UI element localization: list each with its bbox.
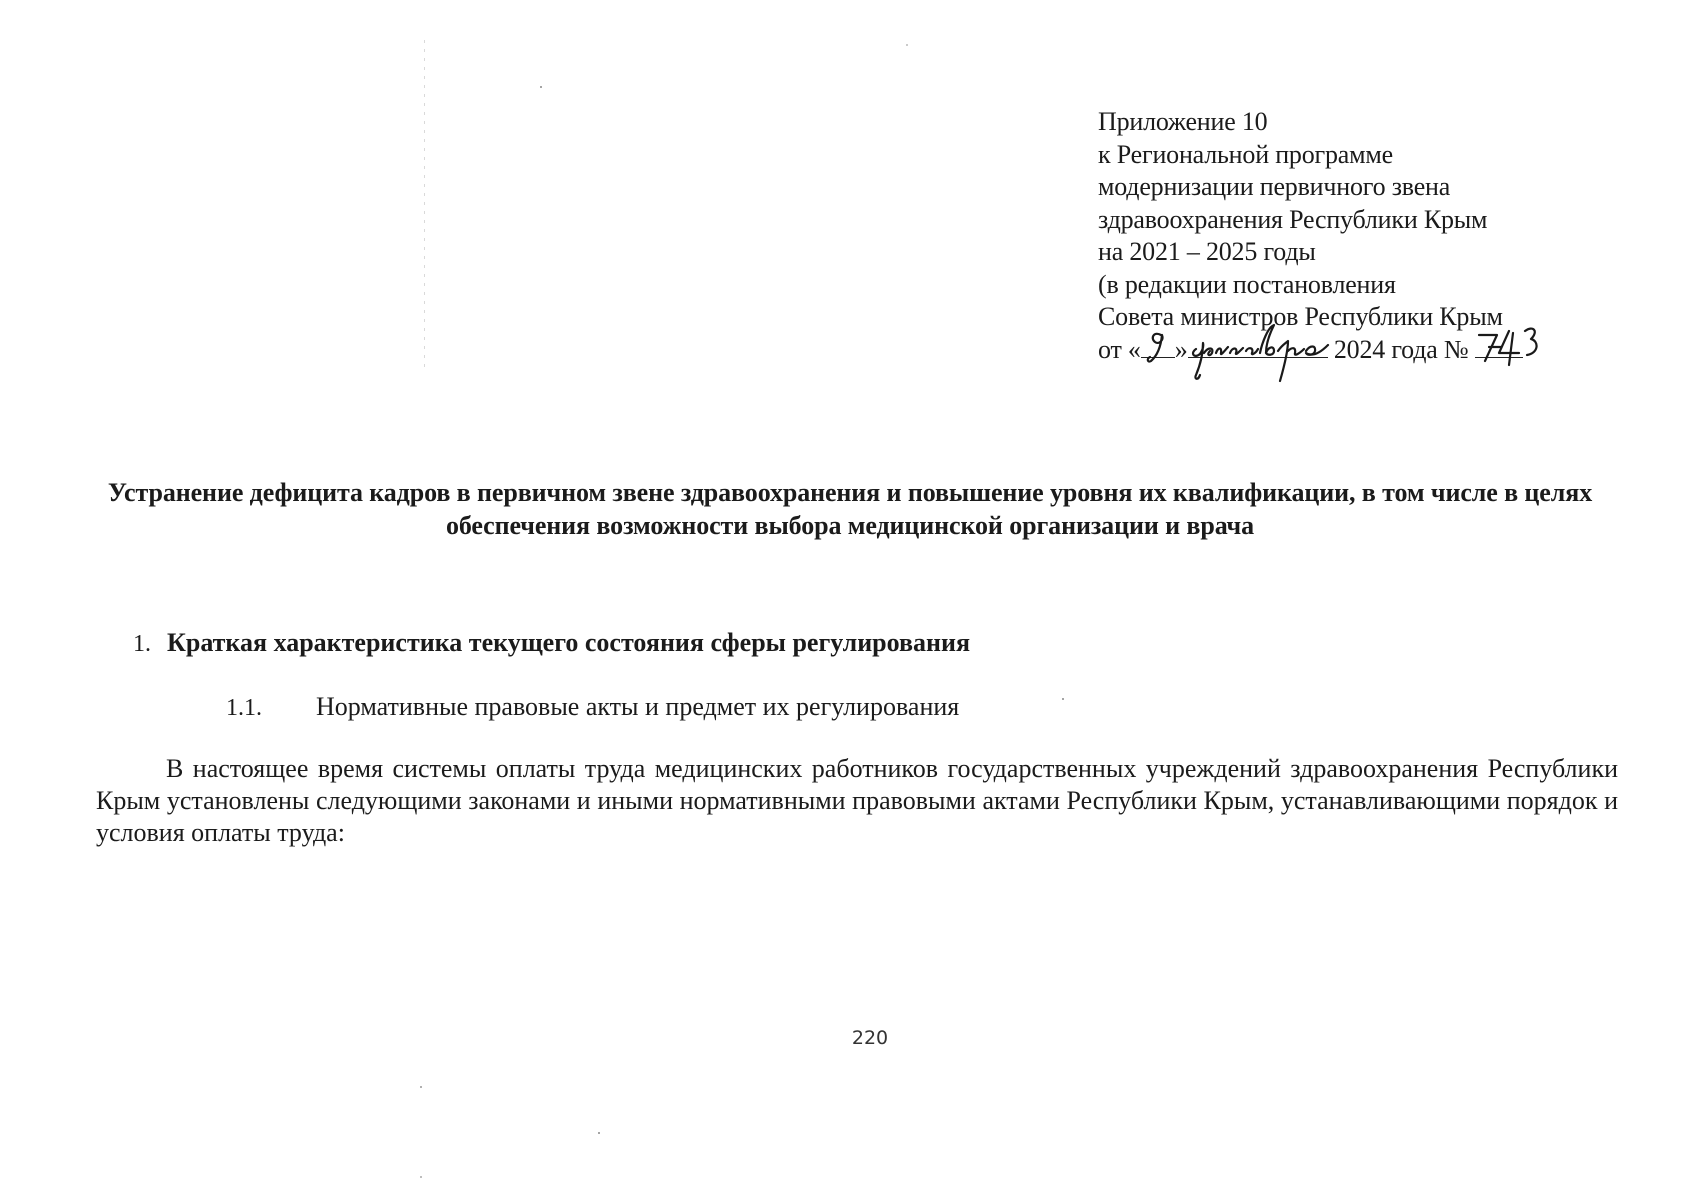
section-heading — [133, 628, 970, 659]
annex-line: модернизации первичного звена — [1098, 172, 1451, 201]
scan-speck — [420, 1086, 422, 1088]
page-number: 220 — [851, 1027, 889, 1049]
scan-artifact-line — [424, 40, 425, 370]
subsection-heading-text: Нормативные правовые акты и предмет их регулирования — [316, 692, 960, 721]
handwritten-month — [1188, 335, 1328, 358]
body-paragraph: В настоящее время системы оплаты труда медицинских работников государственных учреждений здравоохранения Республики Крым установлены следующими законами и иными нормативными правовыми актами Республики Крым, устанавливающими порядок и условия оплаты труда: — [96, 754, 1618, 847]
handwritten-day — [1141, 335, 1175, 358]
annex-line: к Региональной программе — [1098, 139, 1393, 169]
annex-line: Совета министров Республики Крым — [1098, 302, 1503, 331]
handwritten-month-mark — [1188, 323, 1338, 383]
date-year: 2024 года № — [1327, 334, 1475, 364]
annex-line: здравоохранения Республики Крым — [1098, 204, 1488, 234]
date-prefix: от « — [1098, 334, 1141, 364]
section-number: 1. — [133, 631, 151, 657]
scan-speck — [906, 44, 908, 46]
scan-speck — [598, 1132, 600, 1134]
annex-title: Приложение 10 — [1098, 107, 1268, 136]
annex-block — [1098, 106, 1598, 366]
date-quote-close: » — [1174, 334, 1188, 364]
handwritten-number — [1475, 335, 1523, 358]
handwritten-day-mark — [1141, 323, 1175, 363]
handwritten-number-mark — [1475, 323, 1545, 369]
annex-line: на 2021 – 2025 годы — [1098, 237, 1316, 266]
scan-speck — [1062, 698, 1064, 700]
subsection-heading — [226, 692, 959, 723]
document-title: Устранение дефицита кадров в первичном звене здравоохранения и повышение уровня их квалификации, в том числе в целях обеспечения возможности выбора медицинской организации и врача — [107, 478, 1593, 540]
date-number-line — [1098, 334, 1598, 367]
annex-line: (в редакции постановления — [1098, 269, 1396, 299]
section-heading-text: Краткая характеристика текущего состояния сферы регулирования — [167, 628, 971, 657]
subsection-number: 1.1. — [226, 695, 262, 721]
scan-speck — [420, 1176, 422, 1178]
scan-speck — [540, 86, 542, 88]
